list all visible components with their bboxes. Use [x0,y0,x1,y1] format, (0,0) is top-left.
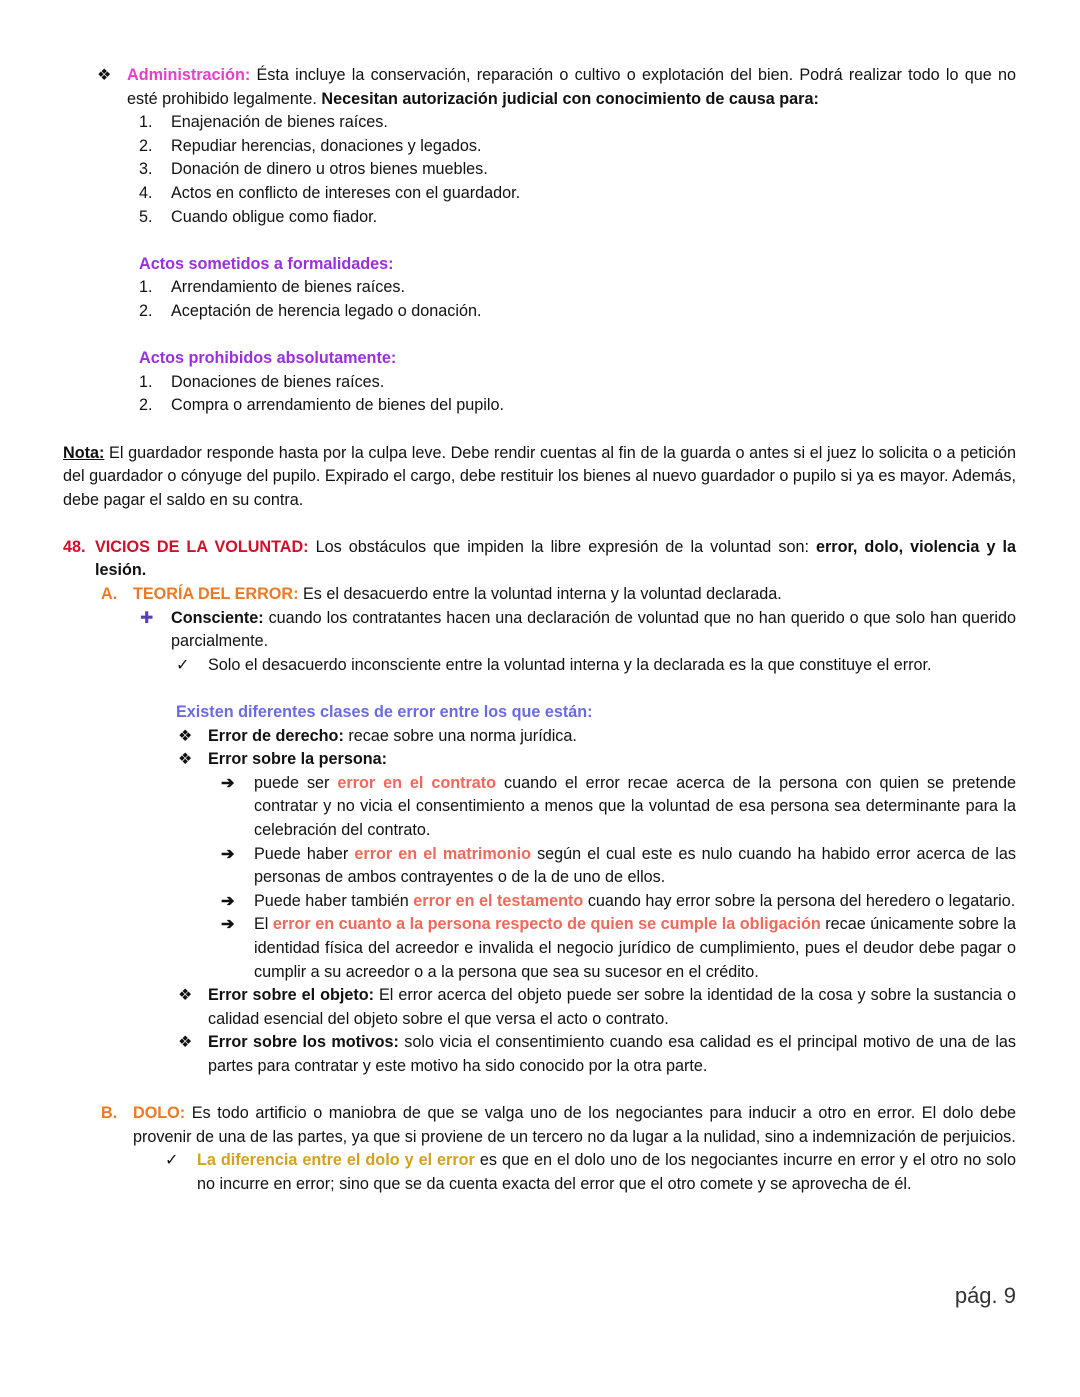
text: El error acerca del objeto puede ser sobre la identidad de la cosa y sobre la sustancia o calidad esencial del objeto sobre el que versa el acto o contrato. [208,986,1016,1028]
page-number: pág. 9 [954,1283,1016,1308]
arrow-right-icon: ➔ [221,891,235,910]
text: Actos en conflicto de intereses con el guardador. [171,183,521,202]
arrow-down-bullet-icon: ✚ [140,608,154,627]
list-item [139,300,1080,324]
check-icon: ✓ [165,1151,179,1170]
text: Ésta incluye la conservación, reparación o cultivo o explotación del bien. Podrá realizar todo lo que no esté prohibido legalmente. [127,66,1016,108]
text: error en el testamento [413,891,584,910]
text: cuando los contratantes hacen una declaración de voluntad que no han querido o que solo han querido parcialmente. [171,608,1016,651]
text: Aceptación de herencia legado o donación. [171,301,482,320]
clases-heading [176,701,1080,725]
formalidades-heading [139,253,1080,277]
dolo-check-item [165,1149,1016,1196]
text: VICIOS DE LA VOLUNTAD: [95,537,309,556]
text: es que en el dolo uno de los negociantes incurre en error y el otro no solo no incurre en error; sino que se da cuenta exacta del error que el otro comete y se aprovecha de él. [197,1151,1016,1193]
list-item [139,182,1080,206]
text: El [254,915,273,934]
list-number: 5. [139,207,153,226]
text: cuando el error recae acerca de la persona con quien se pretende contratar y no vicia el consentimiento a menos que la voluntad de esa persona sea determinante para la celebración del contrato. [254,773,1016,839]
list-item [139,276,1080,300]
error-motivos [178,1031,1017,1078]
list-number: 1. [139,372,153,391]
admin-paragraph [97,64,1016,111]
list-item [139,158,1080,182]
text: recae sobre una norma jurídica. [343,726,577,745]
text: Puede haber también [254,891,414,910]
arrow-item [221,843,1016,890]
section-b [101,1102,1016,1149]
error-objeto [178,984,1016,1031]
arrow-item [221,772,1016,843]
text: Solo el desacuerdo inconsciente entre la voluntad interna y la declarada es la que constituye el error. [208,655,932,674]
list-number: 2. [139,301,153,320]
text: Error sobre los motivos: [208,1033,399,1052]
diamond-bullet-icon: ❖ [178,726,193,745]
diamond-bullet-icon: ❖ [178,986,193,1005]
text: Consciente: [171,608,264,627]
diamond-bullet-icon: ❖ [178,1033,193,1052]
text: Compra o arrendamiento de bienes del pupilo. [171,396,504,415]
text: Repudiar herencias, donaciones y legados. [171,136,482,155]
diamond-bullet-icon: ❖ [178,750,193,769]
text: Error de derecho: [208,726,344,745]
text: Error sobre el objeto: [208,986,375,1005]
arrow-right-icon: ➔ [221,773,235,792]
text: TEORÍA DEL ERROR: [133,585,299,604]
list-number: 1. [139,278,153,297]
text: Enajenación de bienes raíces. [171,113,388,132]
arrow-right-icon: ➔ [221,915,235,934]
diamond-bullet-icon: ❖ [97,66,112,84]
text: DOLO: [133,1104,186,1123]
text: según el cual este es nulo cuando ha habido error acerca de las personas de ambos contrayentes o de la de uno de ellos. [254,844,1016,887]
text: error, dolo, violencia y la lesión. [95,537,1016,580]
consciente-item [140,607,1016,654]
list-number: 3. [139,160,153,179]
text: Cuando obligue como fiador. [171,207,378,226]
text: Nota: [63,443,105,462]
text: Actos sometidos a formalidades: [139,254,394,273]
list-number: 2. [139,136,153,155]
section-48 [63,536,1016,583]
error-persona [178,748,1016,772]
text: Los obstáculos que impiden la libre expresión de la voluntad son: [308,537,816,556]
admin-list [0,111,1080,229]
text: Donaciones de bienes raíces. [171,372,385,391]
error-derecho [178,725,1016,749]
text: Actos prohibidos absolutamente: [139,349,397,368]
text: B. [101,1104,118,1123]
text: Existen diferentes clases de error entre los que están: [176,703,593,722]
text: solo vicia el consentimiento cuando esa calidad es el principal motivo de una de las partes para contratar y este motivo ha sido conocido por la otra parte. [208,1033,1017,1075]
nota-paragraph [63,442,1016,513]
text: Necesitan autorización judicial con conocimiento de causa para: [321,89,819,108]
prohibidos-heading [139,347,1080,371]
text: Arrendamiento de bienes raíces. [171,278,405,297]
arrow-item [221,890,1016,914]
list-item [139,371,1080,395]
text: Es el desacuerdo entre la voluntad interna y la voluntad declarada. [298,585,782,604]
list-item [139,135,1080,159]
text: Donación de dinero u otros bienes muebles. [171,160,488,179]
list-item [139,206,1080,230]
section-a [101,583,1016,607]
text: error en cuanto a la persona respecto de quien se cumple la obligación [272,915,821,934]
text: cuando hay error sobre la persona del heredero o legatario. [583,891,1016,910]
prohibidos-list [0,371,1080,418]
text: La diferencia entre el dolo y el error [197,1151,475,1170]
text: recae únicamente sobre la identidad física del acreedor e invalida el negocio jurídico de cumplimiento, pues el deudor debe pagar o cumplir a su acreedor o a la persona que sea su sucesor en el crédito. [254,915,1017,981]
check-icon: ✓ [176,655,190,674]
text: Administración: [127,66,251,84]
text: Error sobre la persona: [208,750,388,769]
arrow-right-icon: ➔ [221,844,235,863]
text: A. [101,585,118,604]
arrow-item [221,913,1017,984]
text: puede ser [254,773,338,792]
text: El guardador responde hasta por la culpa leve. Debe rendir cuentas al fin de la guarda o antes si el juez lo solicita o a petición del guardador o cónyuge del pupilo. Expirado el cargo, debe restituir los bienes al nuevo guardador o pupilo si ya es mayor. Además, debe pagar el saldo en su contra. [63,443,1016,509]
list-item [139,111,1080,135]
text: error en el contrato [337,773,497,792]
list-number: 1. [139,113,153,132]
text: error en el matrimonio [354,844,531,863]
list-number: 4. [139,183,153,202]
text: Es todo artificio o maniobra de que se valga uno de los negociantes para inducir a otro en error. El dolo debe provenir de una de las partes, ya que si proviene de un tercero no da lugar a la nulidad, sino a indemnización de perjuicios. [133,1104,1016,1146]
list-item [139,394,1080,418]
text: 48. [63,537,86,556]
check-item [176,654,1016,678]
text: Puede haber [254,844,355,863]
formalidades-list [0,276,1080,323]
error-persona-list [0,772,1080,984]
list-number: 2. [139,396,153,415]
document-page [0,64,1080,1197]
